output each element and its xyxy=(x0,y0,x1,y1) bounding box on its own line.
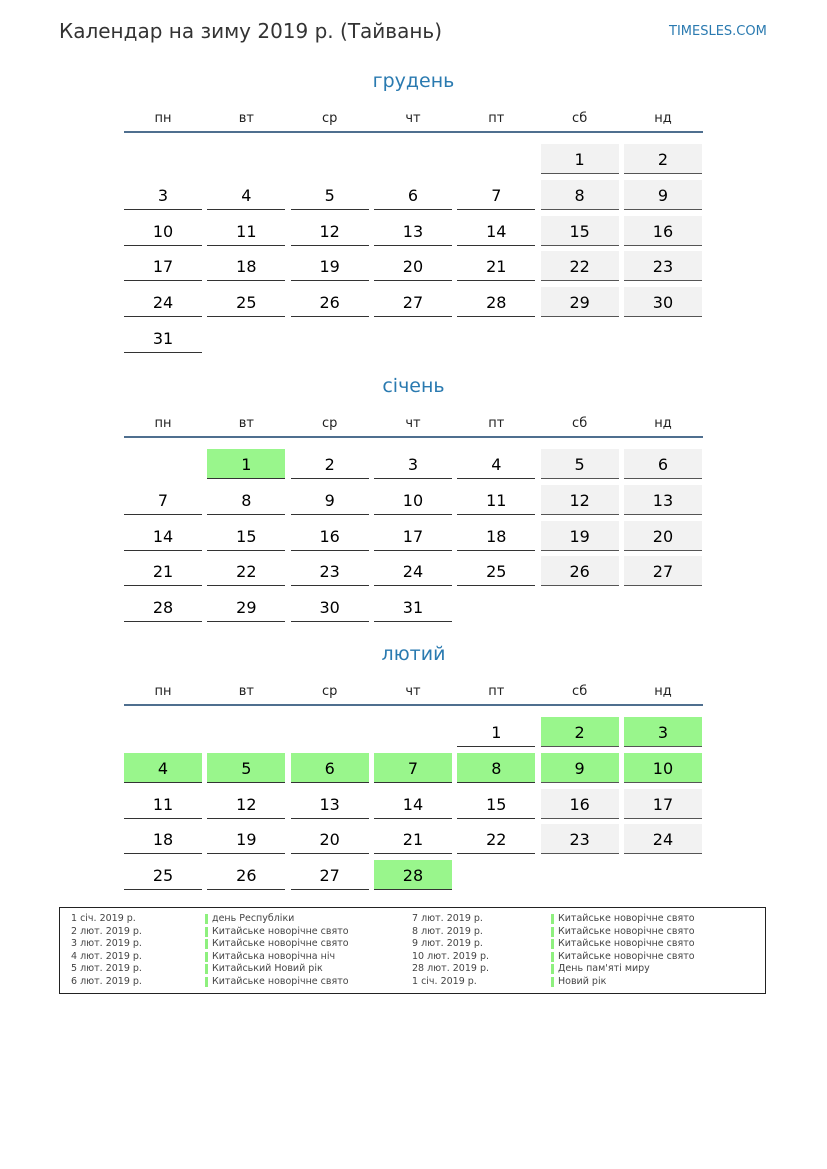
day-cell: 31 xyxy=(124,323,202,353)
day-cell: 19 xyxy=(207,824,285,854)
day-cell: 22 xyxy=(457,824,535,854)
day-cell: 12 xyxy=(207,789,285,819)
day-cell: 14 xyxy=(374,789,452,819)
weekday-label: пн xyxy=(154,684,172,699)
day-cell: 22 xyxy=(541,251,619,281)
day-cell: 11 xyxy=(124,789,202,819)
day-cell: 20 xyxy=(374,251,452,281)
month-title: січень xyxy=(382,375,445,397)
day-cell: 24 xyxy=(124,287,202,317)
day-cell: 19 xyxy=(291,251,369,281)
holiday-day-cell: 2 xyxy=(541,717,619,747)
day-cell: 25 xyxy=(124,860,202,890)
weekday-label: нд xyxy=(654,684,672,699)
day-cell: 18 xyxy=(124,824,202,854)
weekday-label: сб xyxy=(572,111,588,126)
legend-date: 7 лют. 2019 р. xyxy=(412,913,483,924)
page-title: Календар на зиму 2019 р. (Тайвань) xyxy=(59,19,443,43)
holiday-day-cell: 1 xyxy=(207,449,285,479)
day-cell: 29 xyxy=(541,287,619,317)
day-cell: 16 xyxy=(291,521,369,551)
weekday-header xyxy=(124,111,703,133)
day-cell: 21 xyxy=(457,251,535,281)
day-cell: 7 xyxy=(457,180,535,210)
day-cell: 6 xyxy=(374,180,452,210)
holiday-day-cell: 7 xyxy=(374,753,452,783)
day-cell: 8 xyxy=(541,180,619,210)
holiday-day-cell: 8 xyxy=(457,753,535,783)
day-cell: 30 xyxy=(624,287,702,317)
weekday-label: чт xyxy=(405,111,421,126)
weekday-label: сб xyxy=(572,684,588,699)
day-cell: 23 xyxy=(541,824,619,854)
holiday-day-cell: 6 xyxy=(291,753,369,783)
day-cell: 14 xyxy=(124,521,202,551)
weekday-label: чт xyxy=(405,416,421,431)
day-cell: 17 xyxy=(374,521,452,551)
legend-date: 4 лют. 2019 р. xyxy=(71,950,142,962)
weekday-label: пн xyxy=(154,111,172,126)
day-cell: 10 xyxy=(374,485,452,515)
weekday-label: вт xyxy=(238,416,254,431)
day-cell: 17 xyxy=(124,251,202,281)
day-cell: 13 xyxy=(624,485,702,515)
day-cell: 18 xyxy=(457,521,535,551)
day-cell: 20 xyxy=(624,521,702,551)
month-title: лютий xyxy=(381,643,446,665)
day-cell: 28 xyxy=(457,287,535,317)
weekday-label: нд xyxy=(654,416,672,431)
legend-date: 1 січ. 2019 р. xyxy=(71,913,136,924)
day-cell: 27 xyxy=(624,556,702,586)
legend-holiday-name: день Республіки xyxy=(205,913,294,925)
day-cell: 13 xyxy=(291,789,369,819)
weekday-label: ср xyxy=(321,416,338,431)
legend-holiday-name: Китайський Новий рік xyxy=(205,963,323,975)
holiday-day-cell: 10 xyxy=(624,753,702,783)
legend-date: 3 лют. 2019 р. xyxy=(71,938,142,950)
day-cell: 13 xyxy=(374,216,452,246)
day-cell: 21 xyxy=(374,824,452,854)
holiday-day-cell: 4 xyxy=(124,753,202,783)
day-cell: 2 xyxy=(291,449,369,479)
day-cell: 23 xyxy=(624,251,702,281)
legend-date: 1 січ. 2019 р. xyxy=(412,976,477,987)
legend-holiday-name: Китайське новорічне свято xyxy=(551,951,695,963)
holiday-day-cell: 9 xyxy=(541,753,619,783)
day-cell: 20 xyxy=(291,824,369,854)
day-cell: 29 xyxy=(207,592,285,622)
day-cell: 24 xyxy=(374,556,452,586)
day-cell: 4 xyxy=(457,449,535,479)
holiday-legend xyxy=(59,907,766,994)
day-cell: 26 xyxy=(291,287,369,317)
legend-holiday-name: Китайське новорічне свято xyxy=(205,938,349,950)
legend-date: 9 лют. 2019 р. xyxy=(412,938,483,950)
legend-date: 5 лют. 2019 р. xyxy=(71,963,142,975)
day-cell: 5 xyxy=(291,180,369,210)
weekday-label: пт xyxy=(488,111,505,126)
day-cell: 16 xyxy=(624,216,702,246)
day-cell: 8 xyxy=(207,485,285,515)
day-cell: 25 xyxy=(207,287,285,317)
day-cell: 19 xyxy=(541,521,619,551)
weekday-label: вт xyxy=(238,111,254,126)
day-cell: 4 xyxy=(207,180,285,210)
weekday-label: ср xyxy=(321,684,338,699)
day-cell: 14 xyxy=(457,216,535,246)
day-cell: 2 xyxy=(624,144,702,174)
day-cell: 26 xyxy=(207,860,285,890)
holiday-day-cell: 5 xyxy=(207,753,285,783)
legend-holiday-name: Китайське новорічне свято xyxy=(551,913,695,925)
weekday-label: вт xyxy=(238,684,254,699)
holiday-day-cell: 28 xyxy=(374,860,452,890)
day-cell: 12 xyxy=(291,216,369,246)
day-cell: 21 xyxy=(124,556,202,586)
weekday-label: пт xyxy=(488,416,505,431)
legend-holiday-name: День пам'яті миру xyxy=(551,963,650,975)
day-cell: 15 xyxy=(457,789,535,819)
day-cell: 28 xyxy=(124,592,202,622)
day-cell: 23 xyxy=(291,556,369,586)
weekday-label: пн xyxy=(154,416,172,431)
legend-holiday-name: Китайська новорічна ніч xyxy=(205,951,335,963)
day-cell: 18 xyxy=(207,251,285,281)
day-cell: 12 xyxy=(541,485,619,515)
day-cell: 22 xyxy=(207,556,285,586)
weekday-label: сб xyxy=(572,416,588,431)
legend-holiday-name: Китайське новорічне свято xyxy=(205,976,349,988)
legend-date: 2 лют. 2019 р. xyxy=(71,925,142,937)
day-cell: 7 xyxy=(124,485,202,515)
day-cell: 15 xyxy=(541,216,619,246)
day-cell: 9 xyxy=(291,485,369,515)
day-cell: 27 xyxy=(374,287,452,317)
weekday-label: пт xyxy=(488,684,505,699)
day-cell: 25 xyxy=(457,556,535,586)
weekday-header xyxy=(124,416,703,438)
day-cell: 26 xyxy=(541,556,619,586)
legend-date: 8 лют. 2019 р. xyxy=(412,925,483,937)
legend-holiday-name: Новий рік xyxy=(551,976,606,988)
weekday-label: нд xyxy=(654,111,672,126)
day-cell: 24 xyxy=(624,824,702,854)
legend-date: 10 лют. 2019 р. xyxy=(412,950,489,962)
day-cell: 9 xyxy=(624,180,702,210)
day-cell: 3 xyxy=(124,180,202,210)
legend-holiday-name: Китайське новорічне свято xyxy=(551,938,695,950)
holiday-day-cell: 3 xyxy=(624,717,702,747)
day-cell: 11 xyxy=(207,216,285,246)
day-cell: 1 xyxy=(541,144,619,174)
day-cell: 30 xyxy=(291,592,369,622)
weekday-header xyxy=(124,684,703,706)
day-cell: 10 xyxy=(124,216,202,246)
day-cell: 3 xyxy=(374,449,452,479)
weekday-label: чт xyxy=(405,684,421,699)
day-cell: 11 xyxy=(457,485,535,515)
day-cell: 17 xyxy=(624,789,702,819)
legend-date: 6 лют. 2019 р. xyxy=(71,976,142,987)
legend-holiday-name: Китайське новорічне свято xyxy=(551,926,695,938)
legend-holiday-name: Китайське новорічне свято xyxy=(205,926,349,938)
day-cell: 6 xyxy=(624,449,702,479)
day-cell: 1 xyxy=(457,717,535,747)
site-link[interactable]: TIMESLES.COM xyxy=(669,24,767,39)
month-title: грудень xyxy=(372,70,455,92)
legend-date: 28 лют. 2019 р. xyxy=(412,963,489,975)
day-cell: 31 xyxy=(374,592,452,622)
day-cell: 27 xyxy=(291,860,369,890)
day-cell: 15 xyxy=(207,521,285,551)
weekday-label: ср xyxy=(321,111,338,126)
day-cell: 5 xyxy=(541,449,619,479)
day-cell: 16 xyxy=(541,789,619,819)
